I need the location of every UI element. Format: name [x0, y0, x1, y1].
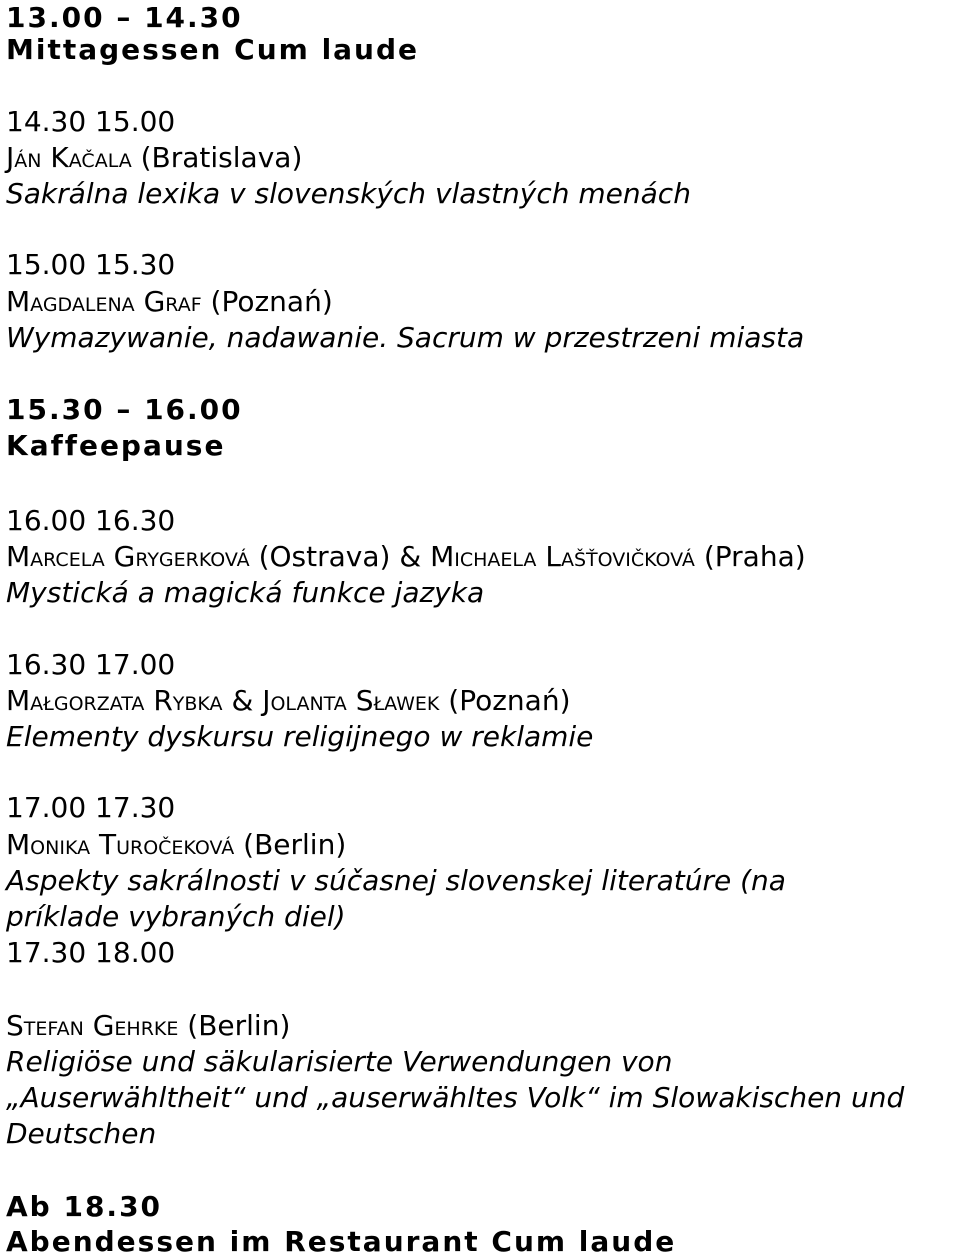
speaker-line — [6, 140, 302, 179]
speaker-last-rest: RAF — [165, 294, 202, 316]
speaker-last-rest: UROČEKOVÁ — [116, 837, 235, 859]
time-slot: 13.00 – 14.30 — [6, 1, 243, 34]
speaker-location: (Bratislava) — [140, 141, 303, 174]
talk-title: Elementy dyskursu religijnego w reklamie — [6, 720, 594, 753]
speaker2-first-initial: M — [430, 540, 455, 573]
speaker-first-rest: ÁN — [14, 150, 42, 172]
speaker-last-initial: G — [92, 1009, 115, 1042]
speaker-first-rest: AGDALENA — [30, 294, 135, 316]
speaker-first-initial: J — [6, 141, 15, 174]
speaker-location: (Berlin) — [187, 1009, 291, 1042]
speaker-last-initial: K — [50, 141, 69, 174]
time-slot: 15.00 15.30 — [6, 248, 176, 281]
speaker-line — [6, 1008, 290, 1047]
speaker-first-initial: M — [6, 828, 31, 861]
speaker-first-rest: TEFAN — [23, 1018, 84, 1040]
time-slot: 14.30 15.00 — [6, 105, 176, 138]
talk-title-line: Deutschen — [6, 1117, 157, 1150]
speaker2-first-rest: OLANTA — [270, 693, 347, 715]
speaker-location: (Berlin) — [243, 828, 347, 861]
speaker2-last-initial: S — [355, 684, 374, 717]
speaker-line — [6, 827, 346, 866]
speaker2-first-rest: ICHAELA — [454, 549, 537, 571]
time-slot: 16.00 16.30 — [6, 504, 176, 537]
talk-title-line: Religiöse und säkularisierte Verwendungen von — [6, 1045, 673, 1078]
speaker-location: (Ostrava) & — [258, 540, 422, 573]
speaker-last-rest: AČALA — [68, 150, 132, 172]
speaker2-last-rest: AŠŤOVIČKOVÁ — [560, 549, 695, 571]
speaker-last-initial: T — [98, 828, 117, 861]
speaker-first-initial: S — [6, 1009, 24, 1042]
speaker-first-initial: M — [6, 684, 31, 717]
talk-title-line: „Auserwähltheit“ und „auserwähltes Volk“ im Slowakischen und — [6, 1081, 905, 1114]
speaker-line — [6, 539, 806, 578]
time-slot: 17.00 17.30 — [6, 791, 176, 824]
speaker-first-initial: M — [6, 285, 31, 318]
talk-title: Mystická a magická funkce jazyka — [6, 576, 485, 609]
speaker2-location: (Praha) — [703, 540, 806, 573]
speaker-last-initial: G — [113, 540, 136, 573]
time-slot: 16.30 17.00 — [6, 648, 176, 681]
speaker-ampersand: & — [231, 684, 254, 717]
speaker-line — [6, 284, 333, 323]
speaker-location: (Poznań) — [210, 285, 333, 318]
session-title: Mittagessen Cum laude — [6, 33, 420, 66]
speaker-location: (Poznań) — [448, 684, 571, 717]
session-title: Abendessen im Restaurant Cum laude — [6, 1225, 677, 1258]
time-slot: 17.30 18.00 — [6, 936, 176, 969]
speaker-first-initial: M — [6, 540, 31, 573]
speaker-first-rest: ONIKA — [30, 837, 91, 859]
talk-title: Wymazywanie, nadawanie. Sacrum w przestrzeni miasta — [6, 321, 805, 354]
speaker2-last-initial: L — [545, 540, 561, 573]
speaker-last-initial: G — [143, 285, 166, 318]
talk-title-line: príklade vybraných diel) — [6, 900, 346, 933]
time-slot: 15.30 – 16.00 — [6, 393, 243, 426]
session-title: Kaffeepause — [6, 429, 226, 462]
talk-title: Sakrálna lexika v slovenských vlastných menách — [6, 177, 691, 210]
speaker-last-rest: RYGERKOVÁ — [135, 549, 250, 571]
speaker-last-rest: YBKA — [172, 693, 223, 715]
talk-title-line: Aspekty sakrálnosti v súčasnej slovenskej literatúre (na — [6, 864, 786, 897]
speaker2-first-initial: J — [262, 684, 271, 717]
speaker-last-rest: EHRKE — [114, 1018, 179, 1040]
speaker-first-rest: ARCELA — [30, 549, 105, 571]
speaker-first-rest: AŁGORZATA — [30, 693, 145, 715]
speaker2-last-rest: ŁAWEK — [373, 693, 440, 715]
speaker-line — [6, 683, 571, 722]
speaker-last-initial: R — [153, 684, 173, 717]
time-slot: Ab 18.30 — [6, 1190, 163, 1223]
